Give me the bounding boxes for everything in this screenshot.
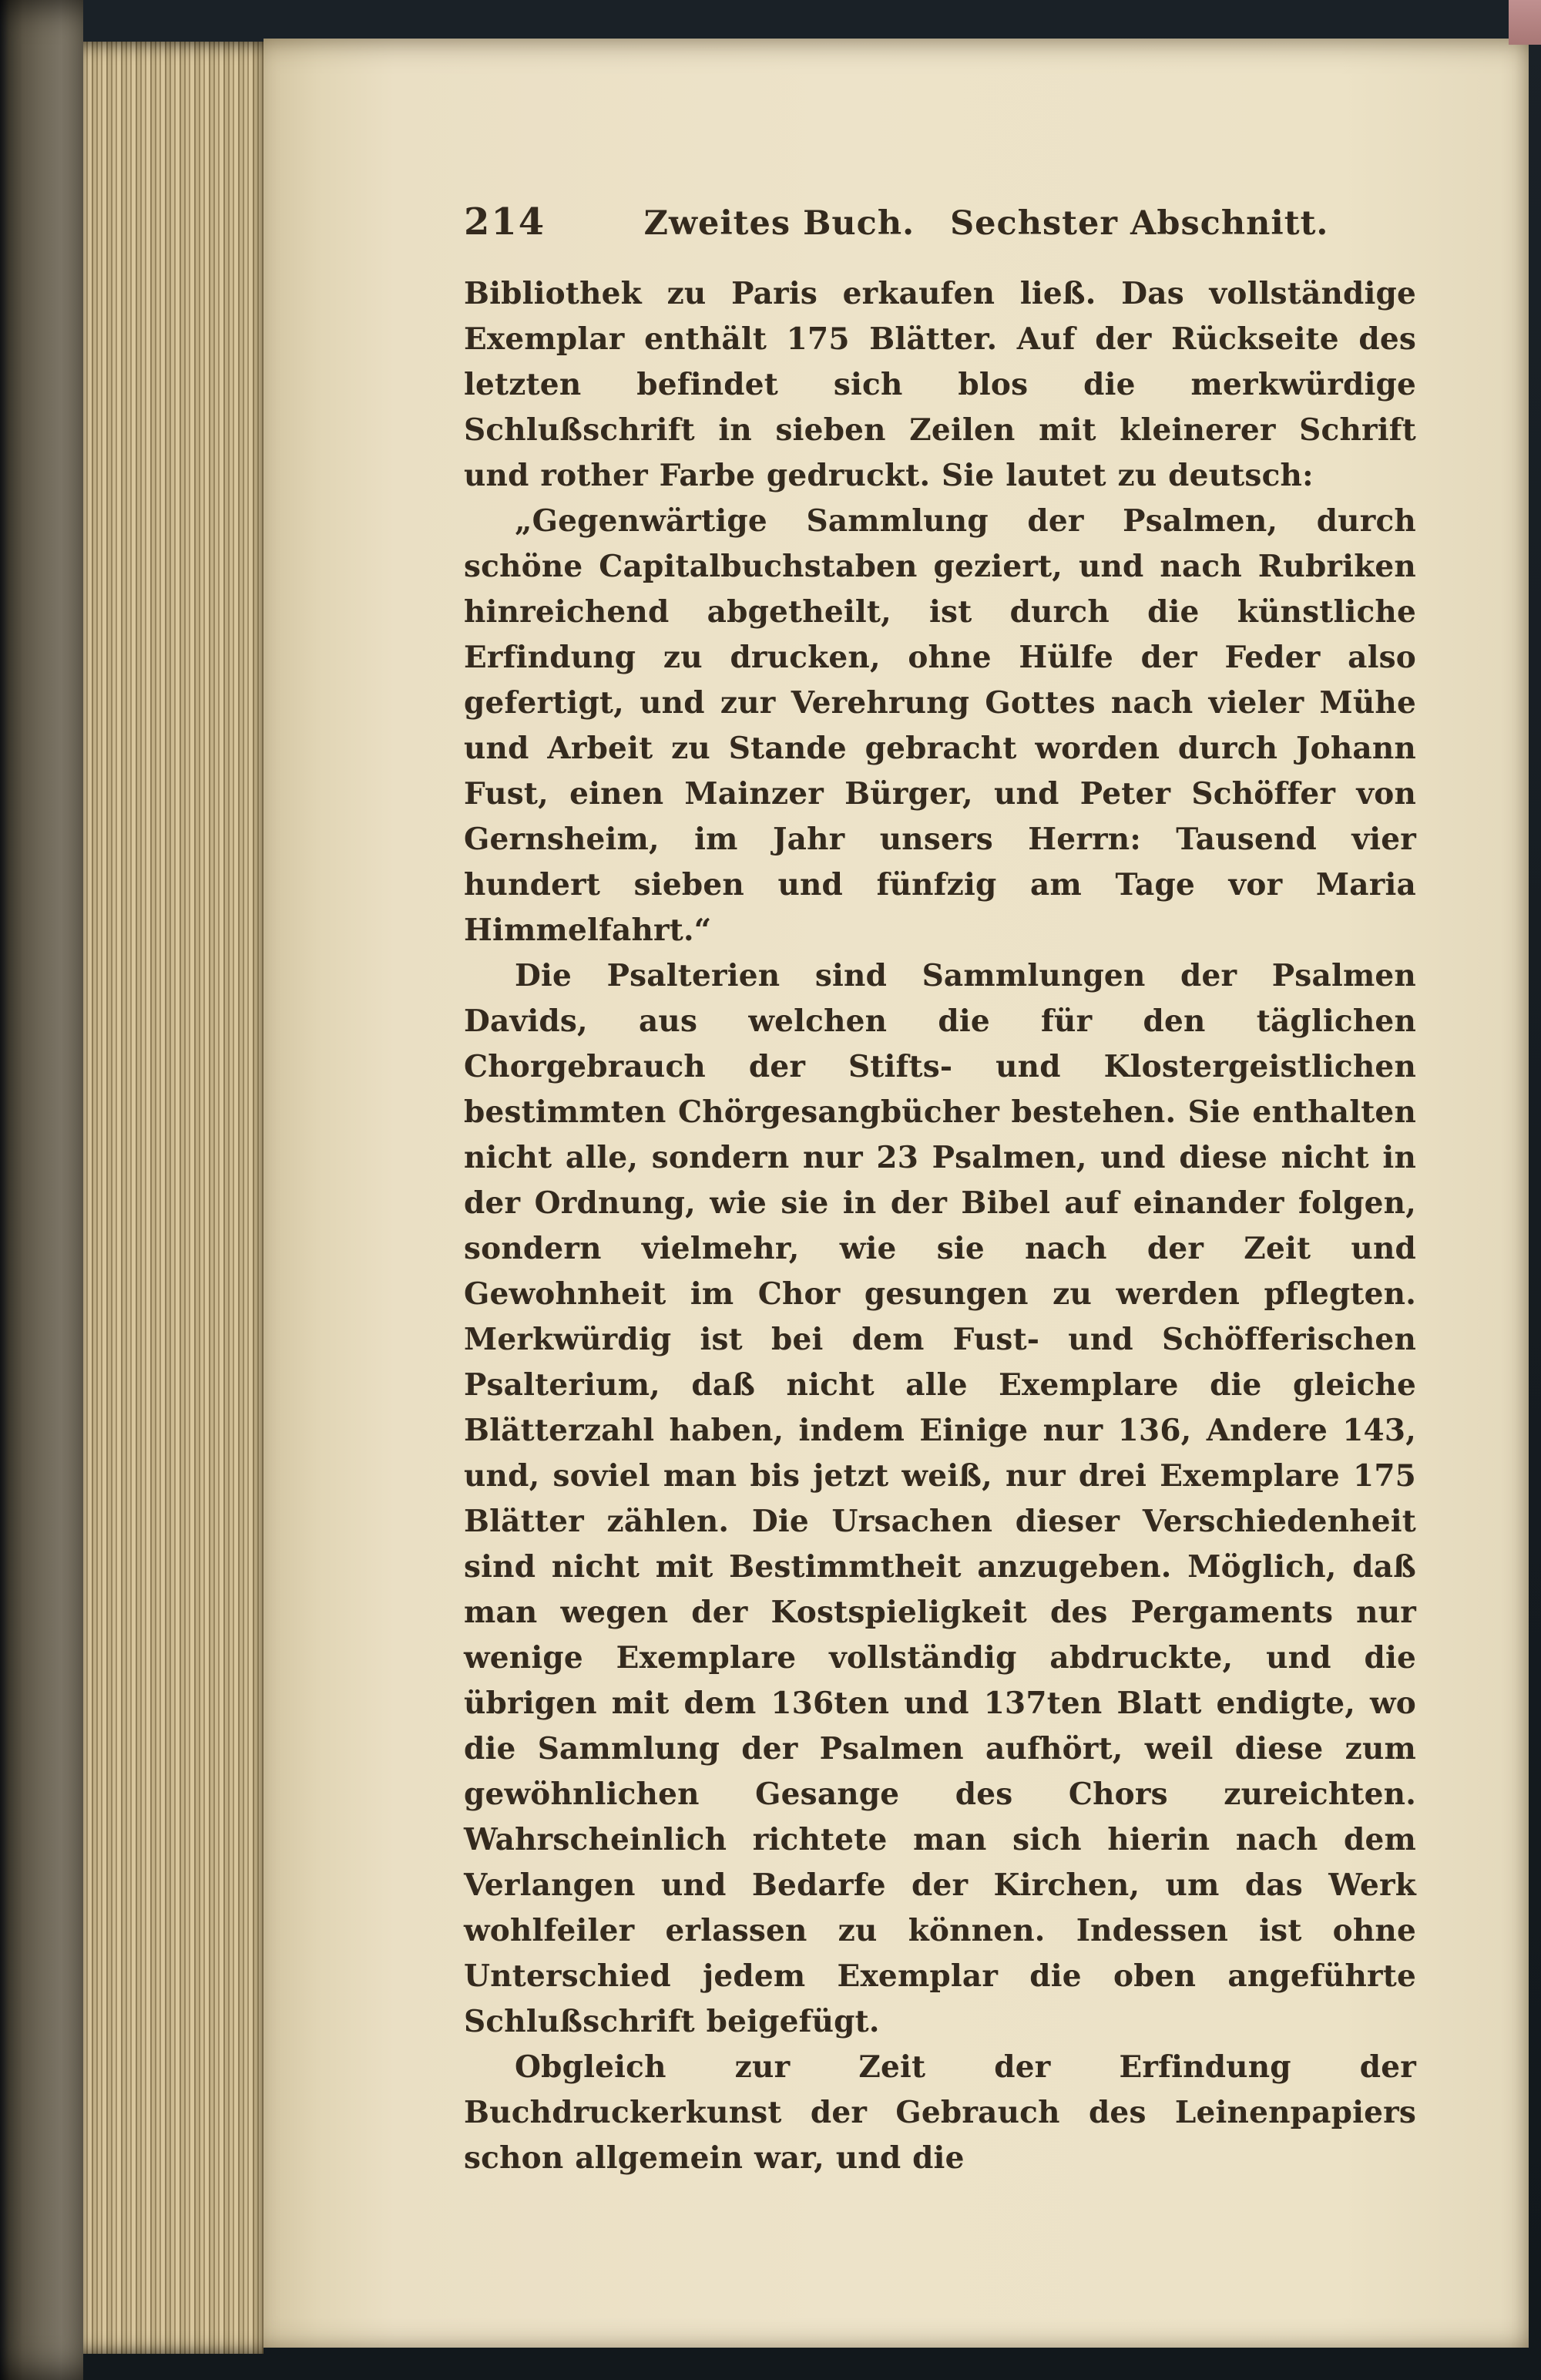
paragraph-colophon-quote: „Gegenwärtige Sammlung der Psalmen, durch schöne Capitalbuchstaben geziert, und nach Rubriken hinreichend abgetheilt, ist durch die künstliche Erfindung zu drucken, ohne Hülfe der Feder also gefertigt, und zur Verehrung Gottes nach vieler Mühe und Arbeit zu Stande gebracht worden durch Johann Fust, einen Mainzer Bürger, und Peter Schöffer von Gernsheim, im Jahr unsers Herrn: Tausend vier hundert sieben und fünfzig am Tage vor Maria Himmelfahrt.“ [464,503,1416,948]
page-text-block [464,200,1416,2181]
book-spine [0,0,83,2380]
running-title-book: Zweites Buch. [643,204,915,243]
running-title-section: Sechster Abschnitt. [950,204,1329,243]
bookmark-ribbon [1509,0,1541,45]
page-body [464,271,1416,2181]
book-page [264,39,1529,2348]
running-header [464,200,1416,244]
page-edges [83,42,264,2354]
paragraph-psalterien: Die Psalterien sind Sammlungen der Psalmen Davids, aus welchen die für den täglichen Chorgebrauch der Stifts- und Klostergeistlichen bestimmten Chörgesangbücher bestehen. Sie enthalten nicht alle, sondern nur 23 Psalmen, und diese nicht in der Ordnung, wie sie in der Bibel auf einander folgen, sondern vielmehr, wie sie nach der Zeit und Gewohnheit im Chor gesungen zu werden pflegten. Merkwürdig ist bei dem Fust- und Schöfferischen Psalterium, daß nicht alle Exemplare die gleiche Blätterzahl haben, indem Einige nur 136, Andere 143, und, soviel man bis jetzt weiß, nur drei Exemplare 175 Blätter zählen. Die Ursachen dieser Verschiedenheit sind nicht mit Bestimmtheit anzugeben. Möglich, daß man wegen der Kostspieligkeit des Pergaments nur wenige Exemplare vollständig abdruckte, und die übrigen mit dem 136ten und 137ten Blatt endigte, wo die Sammlung der Psalmen aufhört, weil diese zum gewöhnlichen Gesange des Chors zureichten. Wahrscheinlich richtete man sich hierin nach dem Verlangen und Bedarfe der Kirchen, um das Werk wohlfeiler erlassen zu können. Indessen ist ohne Unterschied jedem Exemplar die oben angeführte Schlußschrift beigefügt. [464,958,1416,2039]
paragraph-obgleich: Obgleich zur Zeit der Erfindung der Buchdruckerkunst der Gebrauch des Leinenpapiers schon allgemein war, und die [464,2049,1416,2176]
running-title [556,204,1416,243]
paragraph-continuation: Bibliothek zu Paris erkaufen ließ. Das vollständige Exemplar enthält 175 Blätter. Auf der Rückseite des letzten befindet sich blos die merkwürdige Schlußschrift in sieben Zeilen mit kleinerer Schrift und rother Farbe gedruckt. Sie lautet zu deutsch: [464,276,1416,493]
page-number: 214 [464,200,546,244]
